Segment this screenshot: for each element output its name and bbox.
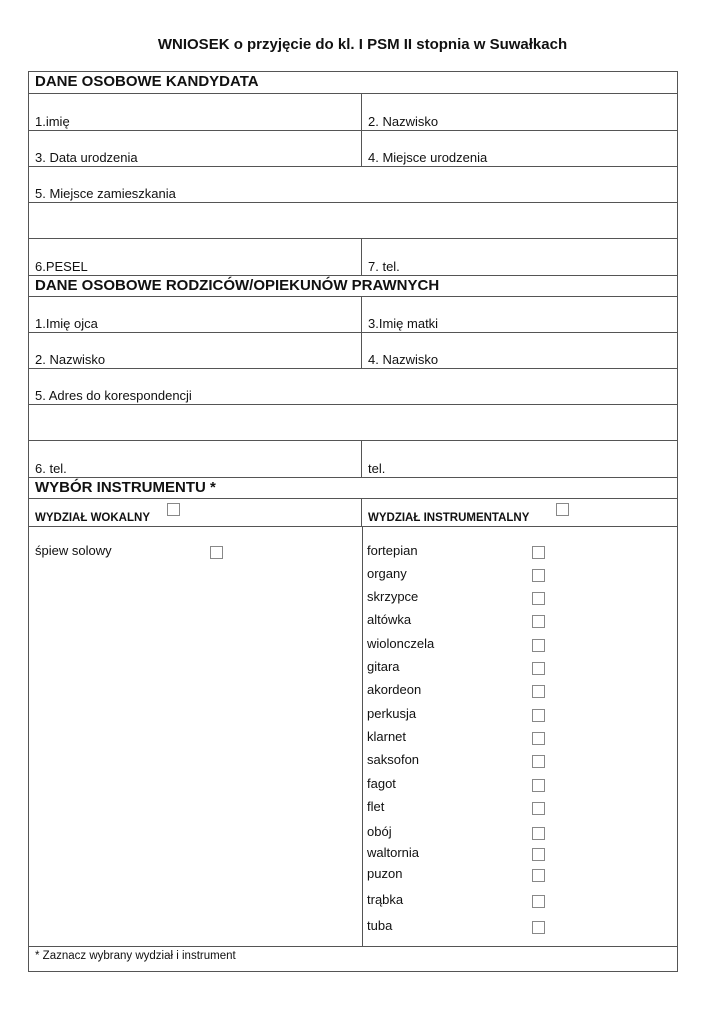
candidate-phone-label: 7. tel. (368, 259, 400, 274)
instrumental-item-label: akordeon (367, 682, 422, 697)
instrumental-item-label: wiolonczela (367, 636, 435, 651)
correspondence-address-row[interactable] (29, 369, 677, 405)
instrumental-item-label: fagot (367, 776, 396, 791)
mother-name-label: 3.Imię matki (368, 316, 439, 331)
candidate-name-row (29, 94, 677, 131)
application-form (28, 71, 678, 972)
instrument-list-row (29, 527, 677, 947)
parent-phone-right-field[interactable] (362, 441, 677, 477)
instrument-heading-row (29, 478, 677, 499)
residence-continuation-row[interactable] (29, 203, 677, 239)
form-title: WNIOSEK o przyjęcie do kl. I PSM II stopnia w Suwałkach (157, 36, 568, 53)
vocal-department-label: WYDZIAŁ WOKALNY (35, 512, 150, 524)
instrumental-item-checkbox[interactable] (532, 732, 545, 745)
instrumental-item-checkbox[interactable] (532, 592, 545, 605)
instrument-column-divider (362, 527, 363, 946)
instrumental-item-checkbox[interactable] (532, 848, 545, 861)
instrumental-item-checkbox[interactable] (532, 709, 545, 722)
instrumental-item-checkbox[interactable] (532, 755, 545, 768)
instrument-heading: WYBÓR INSTRUMENTU * (35, 479, 216, 496)
mother-surname-field[interactable] (362, 333, 677, 368)
residence-row[interactable] (29, 167, 677, 203)
instrumental-item-checkbox[interactable] (532, 569, 545, 582)
instrumental-item-checkbox[interactable] (532, 869, 545, 882)
instrumental-item-label: organy (367, 566, 407, 581)
instrumental-department-label: WYDZIAŁ INSTRUMENTALNY (368, 512, 530, 524)
parents-name-row (29, 297, 677, 333)
residence-label: 5. Miejsce zamieszkania (35, 186, 176, 201)
footnote-row (29, 947, 677, 973)
instrumental-item-checkbox[interactable] (532, 779, 545, 792)
mother-surname-label: 4. Nazwisko (368, 352, 439, 367)
last-name-label: 2. Nazwisko (368, 114, 439, 129)
vocal-department-checkbox[interactable] (167, 503, 180, 516)
candidate-phone-field[interactable] (362, 239, 677, 275)
instrumental-item-label: fortepian (367, 543, 418, 558)
instrumental-item-checkbox[interactable] (532, 685, 545, 698)
instrumental-department-checkbox[interactable] (556, 503, 569, 516)
footnote: * Zaznacz wybrany wydział i instrument (35, 950, 236, 962)
parents-heading-row (29, 276, 677, 297)
father-name-field[interactable] (29, 297, 362, 332)
instrumental-item-checkbox[interactable] (532, 802, 545, 815)
instrumental-item-label: perkusja (367, 706, 417, 721)
instrumental-item-label: tuba (367, 918, 393, 933)
birth-place-field[interactable] (362, 131, 677, 166)
candidate-heading: DANE OSOBOWE KANDYDATA (35, 73, 259, 90)
vocal-department-cell (29, 499, 362, 526)
candidate-id-row (29, 239, 677, 276)
instrumental-item-label: altówka (367, 612, 412, 627)
instrumental-item-label: saksofon (367, 752, 420, 767)
address-continuation-row[interactable] (29, 405, 677, 441)
parent-phone-right-label: tel. (368, 461, 386, 476)
birth-date-field[interactable] (29, 131, 362, 166)
pesel-field[interactable] (29, 239, 362, 275)
candidate-heading-row (29, 72, 677, 94)
vocal-item-label: śpiew solowy (35, 543, 112, 558)
instrumental-item-label: klarnet (367, 729, 407, 744)
first-name-label: 1.imię (35, 114, 70, 129)
instrumental-item-checkbox[interactable] (532, 895, 545, 908)
instrumental-item-label: obój (367, 824, 392, 839)
parent-phone-left-label: 6. tel. (35, 461, 67, 476)
instrumental-item-label: trąbka (367, 892, 404, 907)
instrumental-item-label: skrzypce (367, 589, 419, 604)
vocal-item-checkbox[interactable] (210, 546, 223, 559)
instrumental-item-checkbox[interactable] (532, 639, 545, 652)
candidate-birth-row (29, 131, 677, 167)
parents-heading: DANE OSOBOWE RODZICÓW/OPIEKUNÓW PRAWNYCH (35, 277, 440, 294)
instrumental-item-checkbox[interactable] (532, 921, 545, 934)
first-name-field[interactable] (29, 94, 362, 130)
parent-phone-left-field[interactable] (29, 441, 362, 477)
instrumental-item-label: waltornia (367, 845, 420, 860)
instrumental-item-label: gitara (367, 659, 400, 674)
mother-name-field[interactable] (362, 297, 677, 332)
parents-surname-row (29, 333, 677, 369)
department-row (29, 499, 677, 527)
correspondence-address-label: 5. Adres do korespondencji (35, 388, 192, 403)
father-surname-field[interactable] (29, 333, 362, 368)
instrumental-item-checkbox[interactable] (532, 827, 545, 840)
pesel-label: 6.PESEL (35, 259, 88, 274)
father-surname-label: 2. Nazwisko (35, 352, 106, 367)
father-name-label: 1.Imię ojca (35, 316, 98, 331)
instrumental-item-checkbox[interactable] (532, 662, 545, 675)
instrumental-item-checkbox[interactable] (532, 546, 545, 559)
last-name-field[interactable] (362, 94, 677, 130)
parents-phone-row (29, 441, 677, 478)
birth-date-label: 3. Data urodzenia (35, 150, 138, 165)
instrumental-item-label: flet (367, 799, 385, 814)
instrumental-item-checkbox[interactable] (532, 615, 545, 628)
instrumental-item-label: puzon (367, 866, 403, 881)
instrumental-department-cell (362, 499, 677, 526)
birth-place-label: 4. Miejsce urodzenia (368, 150, 488, 165)
